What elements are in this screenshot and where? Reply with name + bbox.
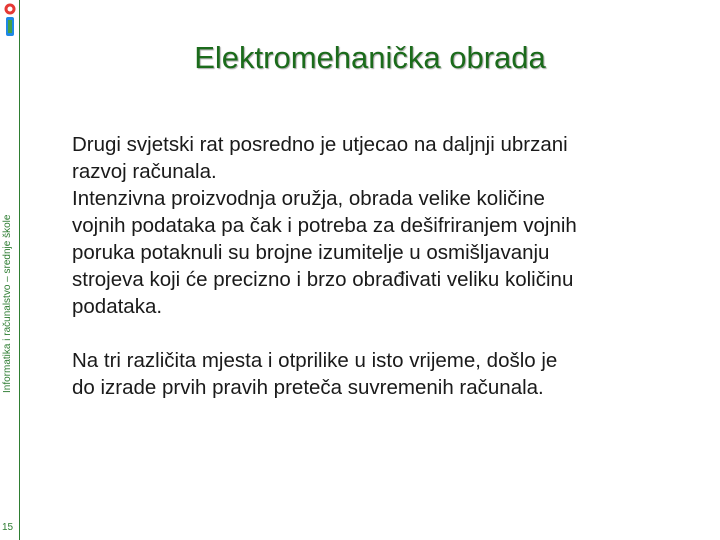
page-number: 15 (2, 522, 14, 533)
slide-body (72, 131, 672, 401)
body-paragraph-1: Drugi svjetski rat posredno je utjecao na daljnji ubrzani razvoj računala. Intenzivna proizvodnja oružja, obrada velike količine vojnih podataka pa čak i potreba za dešifriranjem vojnih poruka potaknuli su brojne izumitelje u osmišljavanju strojeva koji će precizno i brzo obrađivati veliku količinu podataka. (72, 133, 577, 318)
sidebar-divider (19, 0, 20, 540)
course-caption: Informatika i računalstvo – srednje škole (2, 214, 13, 393)
slide-title: Elektromehanička obrada (194, 40, 546, 75)
publisher-logo (3, 2, 17, 38)
body-paragraph-2: Na tri različita mjesta i otprilike u isto vrijeme, došlo je do izrade prvih pravih preteča suvremenih računala. (72, 349, 558, 399)
